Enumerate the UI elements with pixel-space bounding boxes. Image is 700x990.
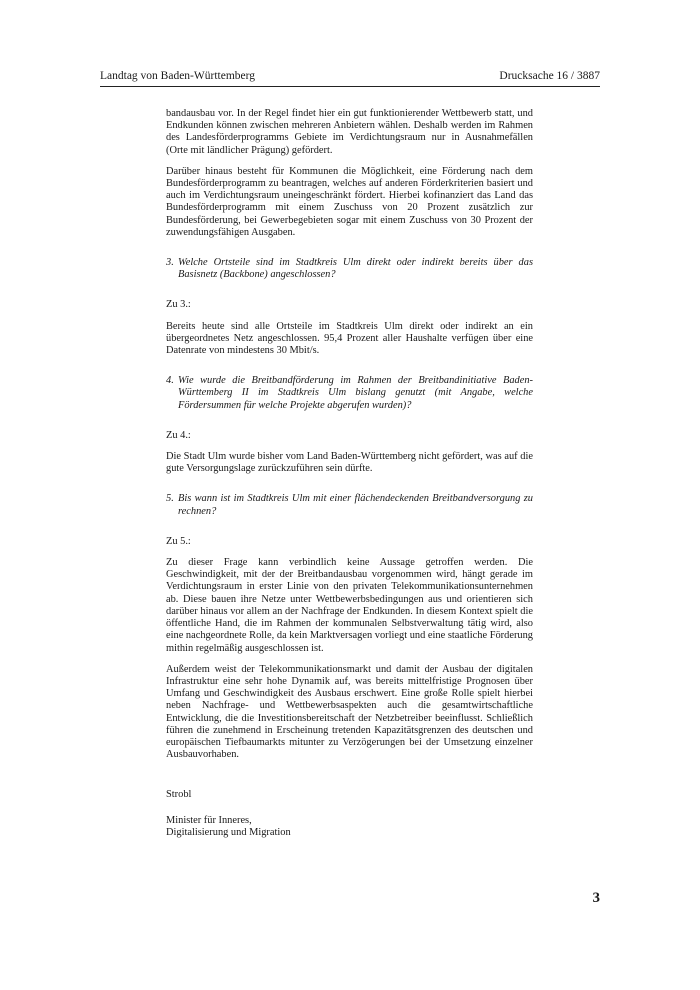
- page-number: 3: [592, 890, 600, 906]
- document-body: [166, 108, 533, 852]
- signatory-title: [166, 815, 533, 839]
- question-number: 4.: [166, 375, 174, 387]
- question-text: Wie wurde die Breitbandförderung im Rahmen der Breitbandinitiative Baden-Württemberg II im Stadtkreis Ulm bislang genutzt (mit Angabe, welche Fördersummen für welche Projekte abgerufen wurden)?: [178, 375, 533, 411]
- question-text: Bis wann ist im Stadtkreis Ulm mit einer flächendeckenden Breitbandversorgung zu rechnen?: [178, 493, 533, 517]
- answer-5-paragraph-1: Zu dieser Frage kann verbindlich keine Aussage getroffen werden. Die Geschwindigkeit, mit der der Breitbandausbau vorgenommen wird, hängt gerade im Verdichtungsraum in erster Linie von den privaten Telekommunikationsunternehmen ab. Diese bauen ihre Netze unter Wettbewerbsbedingungen aus und orientieren sich darüber hinaus vor allem an der Nachfrage der Endkunden. In diesem Kontext spielt die öffentliche Hand, die im Rahmen der kommunalen Selbstverwaltung tätig wird, also eine nachgeordnete Rolle, da kein Marktversagen vorliegt und eine staatliche Förderung mithin regelmäßig ausgeschlossen ist.: [166, 557, 533, 654]
- paragraph: bandausbau vor. In der Regel findet hier ein gut funktionierender Wettbewerb statt, und Endkunden können zwischen mehreren Anbietern wählen. Deshalb werden im Rahmen des Landesförderprogramms Gebiete im Verdichtungsraum nur in Ausnahmefällen (Orte mit ländlicher Prägung) gefördert.: [166, 108, 533, 156]
- signature-block: [166, 789, 533, 839]
- answer-heading-3: Zu 3.:: [166, 299, 191, 311]
- answer-3: Bereits heute sind alle Ortsteile im Stadtkreis Ulm direkt oder indirekt an ein übergeordnetes Netz angeschlossen. 95,4 Prozent aller Haushalte verfügen über eine Datenrate von mindestens 30 Mbit/s.: [166, 320, 533, 357]
- question-text: Welche Ortsteile sind im Stadtkreis Ulm direkt oder indirekt bereits über das Basisnetz (Backbone) angeschlossen?: [178, 257, 533, 281]
- paragraph: Darüber hinaus besteht für Kommunen die Möglichkeit, eine Förderung nach dem Bundesförderprogramm zu beantragen, welches auf anderen Förderkriterien basiert und auch im Verdichtungsraum uneingeschränkt fördert. Hierbei kofinanziert das Land das Bundesförderprogramm mit einem Zuschuss von 20 Prozent zusätzlich zur Bundesförderung, bei Gewerbegebieten sogar mit einem Zuschuss von 30 Prozent der zuwendungsfähigen Ausgaben.: [166, 165, 533, 238]
- signatory-name: Strobl: [166, 789, 192, 801]
- answer-heading-4: Zu 4.:: [166, 429, 191, 441]
- signatory-title-line-1: Minister für Inneres,: [166, 814, 252, 826]
- question-5: [166, 493, 533, 517]
- header-parliament: Landtag von Baden-Württemberg: [100, 70, 255, 82]
- signatory-title-line-2: Digitalisierung und Migration: [166, 826, 291, 838]
- header-document-number: Drucksache 16 / 3887: [499, 70, 600, 82]
- question-3: [166, 257, 533, 281]
- question-4: [166, 375, 533, 412]
- answer-5-paragraph-2: Außerdem weist der Telekommunikationsmarkt und damit der Ausbau der digitalen Infrastruktur eine sehr hohe Dynamik auf, was bereits mittelfristige Prognosen über Umfang und Geschwindigkeit des Ausbaus erschwert. Eine große Rolle spielt hierbei neben Nachfrage- und Wettbewerbsaspekten auch die gesamtwirtschaftliche Entwicklung, die die Investitionsbereitschaft der Netzbetreiber beeinflusst. Schließlich führen die zunehmend in Erscheinung tretenden Kapazitätsgrenzen des deutschen und europäischen Tiefbaumarkts mitunter zu Verzögerungen bei der Umsetzung einzelner Ausbauvorhaben.: [166, 663, 533, 761]
- answer-heading-5: Zu 5.:: [166, 535, 191, 547]
- question-number: 3.: [166, 257, 174, 269]
- page-header: [100, 70, 600, 87]
- question-number: 5.: [166, 493, 174, 505]
- answer-4: Die Stadt Ulm wurde bisher vom Land Baden-Württemberg nicht gefördert, was auf die gute Versorgungslage zurückzuführen sein dürfte.: [166, 451, 533, 475]
